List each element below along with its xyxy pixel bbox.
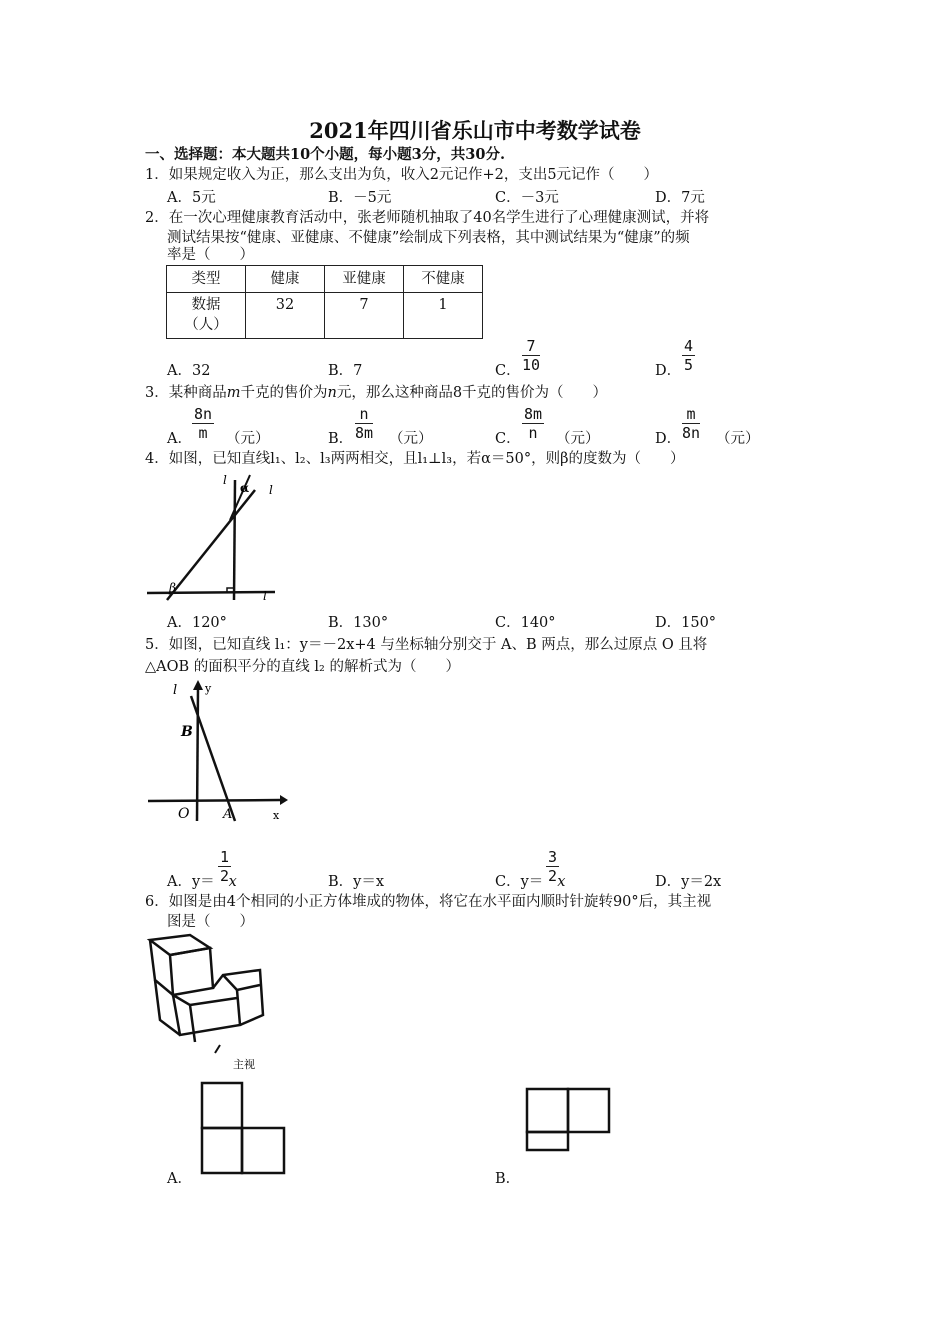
q3-fraction-d	[682, 405, 700, 442]
unit: （元）	[556, 431, 600, 447]
label-O: O	[178, 806, 190, 822]
numerator: 8m	[524, 405, 543, 423]
var-n: n	[327, 385, 337, 401]
table-cell: 32	[246, 293, 325, 339]
label-A: A	[223, 807, 233, 822]
numerator: 3	[548, 848, 558, 866]
q5-fraction-c	[546, 848, 559, 885]
denominator: 8n	[682, 424, 701, 442]
q3-stem	[145, 384, 607, 402]
q6-stem-1: 6．如图是由4个相同的小正方体堆成的物体，将它在水平面内顺时针旋转90°后，其主视	[145, 894, 712, 910]
label-l1: l	[223, 473, 227, 487]
denominator: 8m	[355, 424, 374, 442]
row-label-2: （人）	[184, 317, 228, 333]
q2-fraction-d	[682, 337, 695, 374]
q1-option-a: A．5元	[167, 190, 216, 206]
var-x: x	[228, 874, 237, 890]
stem-text: 元，那么这种商品8千克的售价为（ ）	[336, 385, 608, 401]
unit: （元）	[226, 431, 270, 447]
q4-lines-figure	[145, 470, 285, 610]
section-heading: 一、选择题：本大题共10个小题，每小题3分，共30分.	[145, 146, 505, 163]
var-m: m	[226, 385, 241, 401]
q3-fraction-a	[192, 405, 214, 442]
unit: （元）	[389, 431, 433, 447]
q2-stem-2: 测试结果按“健康、亚健康、不健康”绘制成下列表格，其中测试结果为“健康”的频	[167, 230, 690, 246]
q6-option-b: B．	[495, 1171, 521, 1187]
table-header: 健康	[246, 266, 325, 293]
denominator: 10	[522, 356, 541, 374]
denominator: 2	[220, 867, 230, 885]
q1-option-c: C．－3元	[495, 190, 559, 206]
q2-option-d: D．	[655, 363, 682, 379]
q6-option-a-figure	[198, 1078, 290, 1178]
label-x: x	[273, 809, 280, 822]
q4-option-a: A．120°	[167, 615, 227, 631]
q5-option-b: B．y＝x	[328, 874, 385, 890]
q5-stem-1: 5．如图，已知直线 l₁：y＝－2x+4 与坐标轴分别交于 A、B 两点，那么过原点 O 且将	[145, 637, 708, 653]
q6-option-b-figure	[522, 1085, 614, 1155]
q5-option-d: D．y＝2x	[655, 874, 722, 890]
table-header: 不健康	[404, 266, 483, 293]
q1-option-b: B．－5元	[328, 190, 392, 206]
q4-stem: 4．如图，已知直线l₁、l₂、l₃两两相交，且l₁⊥l₃，若α＝50°，则β的度数为（ ）	[145, 451, 685, 467]
q2-stem-1: 2．在一次心理健康教育活动中，张老师随机抽取了40名学生进行了心理健康测试，并将	[145, 210, 710, 226]
label-y: y	[205, 682, 212, 695]
denominator: n	[528, 424, 538, 442]
label-alpha: α	[240, 481, 250, 495]
denominator: 2	[548, 867, 558, 885]
option-text: A．y＝	[167, 874, 215, 890]
label-l3: l	[263, 589, 267, 603]
numerator: 1	[220, 848, 230, 866]
q3-option-c: C．	[495, 431, 521, 447]
q2-option-a: A．32	[167, 363, 211, 379]
table-cell: 7	[325, 293, 404, 339]
q2-option-c: C．	[495, 363, 521, 379]
q6-stem-2: 图是（ ）	[167, 914, 254, 930]
page-title: 2021年四川省乐山市中考数学试卷	[309, 118, 641, 143]
q4-option-c: C．140°	[495, 615, 556, 631]
q2-fraction-c	[522, 337, 540, 374]
q2-option-b: B．7	[328, 363, 363, 379]
numerator: n	[355, 405, 373, 424]
label-l2: l	[269, 483, 273, 497]
q2-stem-3: 率是（ ）	[167, 247, 254, 263]
label-l1: l	[173, 683, 178, 698]
q3-fraction-b	[355, 405, 373, 442]
label-beta: β	[169, 581, 176, 595]
table-header: 类型	[167, 266, 246, 293]
q3-option-a: A．	[167, 431, 192, 447]
numerator: m	[682, 405, 700, 424]
table-cell: 1	[404, 293, 483, 339]
table-row-label	[167, 293, 246, 339]
q1-stem: 1．如果规定收入为正，那么支出为负，收入2元记作+2，支出5元记作（ ）	[145, 167, 659, 183]
stem-text: 千克的售价为	[240, 385, 328, 401]
table-header: 亚健康	[325, 266, 404, 293]
denominator: 5	[684, 356, 694, 374]
var-x: x	[557, 874, 566, 890]
q3-option-d: D．	[655, 431, 682, 447]
denominator: m	[198, 424, 208, 442]
option-text: C．y＝	[495, 874, 544, 890]
unit: （元）	[716, 431, 760, 447]
row-label-1: 数据	[191, 297, 221, 313]
q5-coordinate-figure	[145, 676, 290, 826]
q5-fraction-a	[218, 848, 231, 885]
q3-option-b: B．	[328, 431, 354, 447]
q4-option-b: B．130°	[328, 615, 389, 631]
main-view-label: 主视	[233, 1058, 255, 1071]
q6-cubes-figure	[145, 930, 295, 1080]
q6-option-a: A．	[167, 1171, 192, 1187]
q4-option-d: D．150°	[655, 615, 717, 631]
q5-stem-2: △AOB 的面积平分的直线 l₂ 的解析式为（ ）	[145, 659, 460, 675]
numerator: 7	[522, 337, 540, 356]
numerator: 4	[684, 337, 694, 355]
q1-option-d: D．7元	[655, 190, 705, 206]
numerator: 8n	[194, 405, 213, 423]
q3-fraction-c	[522, 405, 544, 442]
stem-text: 3．某种商品	[145, 385, 227, 401]
label-B: B	[181, 724, 193, 740]
q2-data-table	[166, 265, 483, 339]
